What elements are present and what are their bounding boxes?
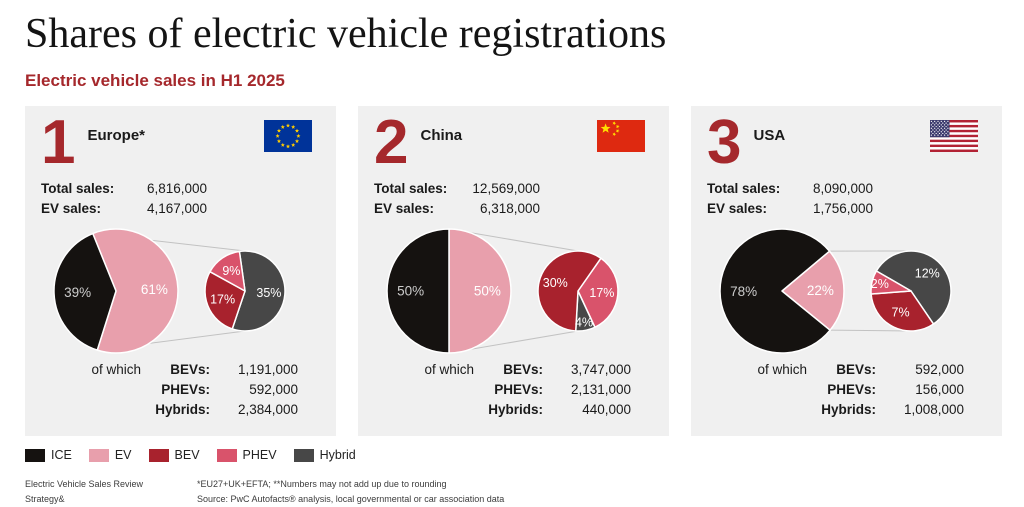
hybrids-value: 2,384,000 xyxy=(237,402,298,418)
phevs-label: PHEVs: xyxy=(161,382,210,398)
total-sales-row xyxy=(707,181,986,196)
total-sales-label: Total sales: xyxy=(41,181,115,197)
hybrids-label: Hybrids: xyxy=(821,402,876,418)
ev-sales-label: EV sales: xyxy=(374,201,435,217)
eu-flag-icon xyxy=(264,120,312,152)
brand-name: Strategy& xyxy=(25,493,65,504)
breakdown-row-phev xyxy=(707,382,964,397)
ev-sales-row xyxy=(707,201,986,216)
pie-chart-europe xyxy=(41,223,320,359)
chart-legend xyxy=(25,448,999,462)
ev-swatch-icon xyxy=(89,449,109,462)
pie-chart-usa xyxy=(707,223,986,359)
total-sales-value: 8,090,000 xyxy=(812,181,873,197)
hybrids-label: Hybrids: xyxy=(488,402,543,418)
bevs-value: 3,747,000 xyxy=(570,362,631,378)
panel-header xyxy=(707,108,986,178)
ev-sales-label: EV sales: xyxy=(41,201,102,217)
breakdown-row-hybrid xyxy=(41,402,298,417)
of-which-label: of which xyxy=(757,362,807,378)
legend-label: PHEV xyxy=(242,448,277,463)
bevs-label: BEVs: xyxy=(836,362,876,378)
svg-text:78%: 78% xyxy=(730,283,758,299)
breakdown-row-bev xyxy=(707,362,964,377)
svg-text:17%: 17% xyxy=(210,292,236,307)
ice-swatch-icon xyxy=(25,449,45,462)
breakdown-row-bev xyxy=(374,362,631,377)
total-sales-value: 12,569,000 xyxy=(472,181,540,197)
svg-text:22%: 22% xyxy=(806,283,834,299)
footer-notes xyxy=(197,477,999,506)
country-panel-china xyxy=(358,106,669,436)
bevs-value: 592,000 xyxy=(915,362,964,378)
phevs-value: 2,131,000 xyxy=(570,382,631,398)
rank-number: 2 xyxy=(374,108,407,178)
hybrid-swatch-icon xyxy=(294,449,314,462)
publication-name: Electric Vehicle Sales Review xyxy=(25,479,144,490)
legend-item-phev xyxy=(217,448,277,462)
rank-number: 3 xyxy=(707,108,740,178)
country-panel-usa xyxy=(691,106,1002,436)
total-sales-value: 6,816,000 xyxy=(146,181,207,197)
legend-label: EV xyxy=(114,448,132,463)
ev-sales-row xyxy=(41,201,320,216)
ev-sales-row xyxy=(374,201,653,216)
legend-label: Hybrid xyxy=(319,448,356,463)
sales-stats xyxy=(374,181,653,216)
hybrids-label: Hybrids: xyxy=(155,402,210,418)
panels-row xyxy=(25,106,999,436)
legend-item-ev xyxy=(89,448,132,462)
ev-sales-value: 4,167,000 xyxy=(146,201,207,217)
phevs-label: PHEVs: xyxy=(827,382,876,398)
legend-label: BEV xyxy=(174,448,200,463)
legend-item-bev xyxy=(149,448,200,462)
legend-label: ICE xyxy=(51,448,72,463)
breakdown-row-bev xyxy=(41,362,298,377)
usa-flag-icon xyxy=(930,120,978,152)
total-sales-row xyxy=(41,181,320,196)
bev-swatch-icon xyxy=(149,449,169,462)
svg-text:17%: 17% xyxy=(589,286,615,301)
svg-text:9%: 9% xyxy=(222,264,241,279)
panel-header xyxy=(374,108,653,178)
bevs-value: 1,191,000 xyxy=(237,362,298,378)
breakdown-row-phev xyxy=(374,382,631,397)
svg-text:2%: 2% xyxy=(870,277,889,292)
svg-text:61%: 61% xyxy=(140,282,168,298)
country-name: Europe* xyxy=(87,127,145,145)
pie-chart-china xyxy=(374,223,653,359)
of-which-label: of which xyxy=(424,362,474,378)
ev-sales-value: 6,318,000 xyxy=(479,201,540,217)
legend-item-ice xyxy=(25,448,72,462)
china-flag-icon xyxy=(597,120,645,152)
svg-text:7%: 7% xyxy=(891,305,910,320)
total-sales-label: Total sales: xyxy=(374,181,448,197)
country-panel-europe xyxy=(25,106,336,436)
hybrids-value: 440,000 xyxy=(582,402,631,418)
ev-sales-label: EV sales: xyxy=(707,201,768,217)
svg-text:4%: 4% xyxy=(574,315,594,330)
svg-text:35%: 35% xyxy=(256,286,282,301)
svg-text:50%: 50% xyxy=(473,283,501,299)
svg-text:12%: 12% xyxy=(914,266,940,281)
phevs-value: 156,000 xyxy=(915,382,964,398)
bevs-label: BEVs: xyxy=(503,362,543,378)
phevs-label: PHEVs: xyxy=(494,382,543,398)
footer-publication xyxy=(25,477,197,506)
page-title: Shares of electric vehicle registrations xyxy=(25,11,667,57)
ev-breakdown xyxy=(707,362,986,417)
chart-subtitle: Electric vehicle sales in H1 2025 xyxy=(25,71,285,91)
country-name: China xyxy=(420,127,463,145)
rank-number: 1 xyxy=(41,108,74,178)
total-sales-row xyxy=(374,181,653,196)
sales-stats xyxy=(707,181,986,216)
of-which-label: of which xyxy=(91,362,141,378)
footnote-line: *EU27+UK+EFTA; **Numbers may not add up due to rounding xyxy=(197,479,447,490)
breakdown-row-phev xyxy=(41,382,298,397)
sales-stats xyxy=(41,181,320,216)
ev-breakdown xyxy=(41,362,320,417)
country-name: USA xyxy=(753,127,786,145)
hybrids-value: 1,008,000 xyxy=(903,402,964,418)
bevs-label: BEVs: xyxy=(170,362,210,378)
svg-text:39%: 39% xyxy=(64,285,92,301)
source-line: Source: PwC Autofacts® analysis, local governmental or car association data xyxy=(197,493,505,504)
breakdown-row-hybrid xyxy=(374,402,631,417)
ev-sales-value: 1,756,000 xyxy=(812,201,873,217)
breakdown-row-hybrid xyxy=(707,402,964,417)
svg-text:30%: 30% xyxy=(542,276,568,291)
phev-swatch-icon xyxy=(217,449,237,462)
legend-item-hybrid xyxy=(294,448,356,462)
total-sales-label: Total sales: xyxy=(707,181,781,197)
panel-header xyxy=(41,108,320,178)
phevs-value: 592,000 xyxy=(249,382,298,398)
ev-breakdown xyxy=(374,362,653,417)
svg-text:50%: 50% xyxy=(397,283,425,299)
page-footer xyxy=(25,477,999,506)
